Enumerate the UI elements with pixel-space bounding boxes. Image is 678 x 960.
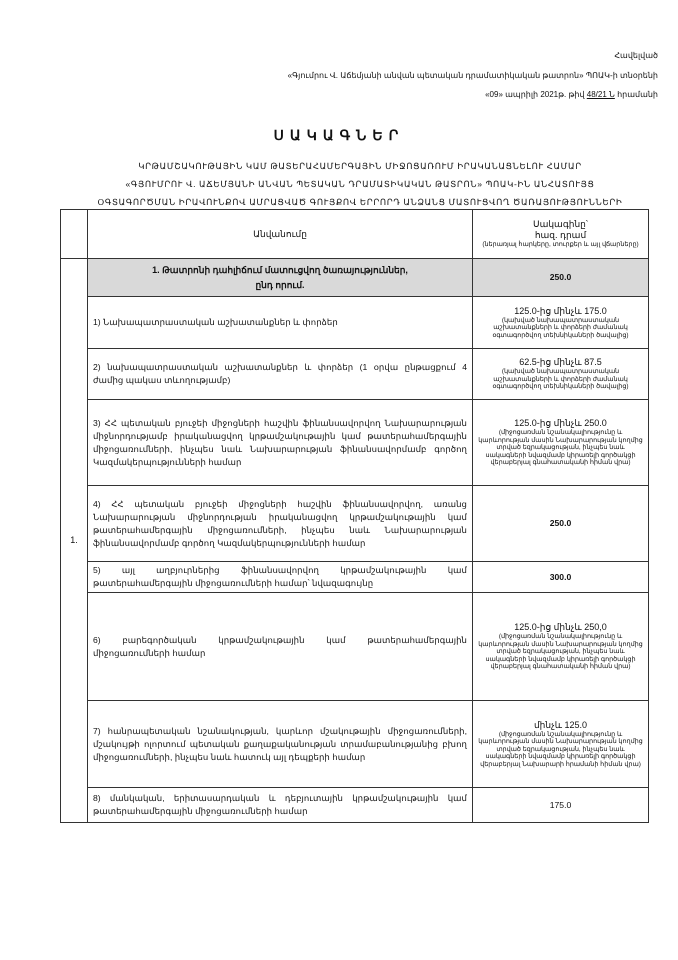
table-row <box>61 562 649 593</box>
approval-date: «09» ապրիլի 2021թ. թիվ <box>485 90 585 99</box>
table-row <box>61 297 649 349</box>
table-row <box>61 349 649 400</box>
section-title <box>88 259 473 297</box>
section-price: 250.0 <box>473 259 649 297</box>
approval-block <box>288 46 658 105</box>
table-header-row <box>61 210 649 259</box>
row-7-name: 7) հանրապետական նշանակության, կարևոր մշակութային միջոցառումների, մշակույթի ոլորտում պետական քաղաքականության տրամաբանությանից բխող միջոցառումների, ինչպես նաև հատուկ այլ դեպքերի համար <box>88 701 473 788</box>
subtitle-line-1: ԿՐԹԱՄՇԱԿՈՒԹԱՅԻՆ ԿԱՄ ԹԱՏԵՐԱՀԱՄԵՐԳԱՅԻՆ ՄԻՋՈՑԱՌՈՒՄ ԻՐԱԿԱՆԱՑՆԵԼՈՒ ՀԱՄԱՐ <box>138 161 582 171</box>
row-2-name: 2) նախապատրաստական աշխատանքներ և փորձեր (1 օրվա ընթացքում 4 ժամից պակաս տևողությամբ) <box>88 349 473 400</box>
row-3-price <box>473 400 649 486</box>
document-subtitle <box>60 157 660 211</box>
section-title-line-2: ընդ որում. <box>255 279 305 290</box>
subtitle-line-3: ՕԳՏԱԳՈՐԾՄԱՆ ԻՐԱՎՈՒՆՔՈՎ ԱՄՐԱՑՎԱԾ ԳՈՒՅՔՈՎ ԵՐՐՈՐԴ ԱՆՁԱՆՑ ՄԱՏՈՒՑՎՈՂ ԾԱՌԱՅՈՒԹՅՈՒՆՆԵՐԻ <box>97 197 623 207</box>
row-1-price <box>473 297 649 349</box>
row-1-price-note: (կախված նախապատրաստական աշխատանքների և փորձերի ժամանակ օգտագործվող տեխնիկաների ծավալից) <box>492 316 629 339</box>
order-number: 48/21 Ն <box>586 90 615 99</box>
header-num-cell <box>61 210 88 259</box>
row-1-name: 1) Նախապատրաստական աշխատանքներ և փորձեր <box>88 297 473 349</box>
row-2-price-value: 62.5-ից մինչև 87.5 <box>519 357 602 368</box>
row-5-name: 5) այլ աղբյուրներից ֆինանսավորվող կրթամշակութային կամ թատերահամերգային միջոցառումների համար՝ նվազագույնը <box>88 562 473 593</box>
row-8-name: 8) մանկական, երիտասարդական և դեբյուտային կրթամշակութային կամ թատերահամերգային միջոցառումների համար <box>88 788 473 823</box>
row-4-name: 4) ՀՀ պետական բյուջեի միջոցների հաշվին ֆինանսավորվող, առանց Նախարարության միջնորդության իրականացվող կրթամշակութային կամ թատերահամերգային միջոցառումների, ինչպես նաև Նախարարության ֆինանսավորմամբ գործող Կազմակերպությունների համար <box>88 486 473 562</box>
subtitle-line-2: «ԳՅՈՒՄՐՈՒ Վ. ԱՃԵՄՅԱՆԻ ԱՆՎԱՆ ՊԵՏԱԿԱՆ ԴՐԱՄԱՏԻԿԱԿԱՆ ԹԱՏՐՈՆ» ՊՈԱԿ-ԻՆ ԱՆՀԱՏՈՒՅՑ <box>125 179 595 189</box>
row-3-name: 3) ՀՀ պետական բյուջեի միջոցների հաշվին ֆինանսավորվող Նախարարության միջնորդությամբ իրականացվող կրթամշակութային կամ թատերահամերգային միջոցառումների, ինչպես նաև Նախարարության ֆինանսավորմամբ գործող Կազմակերպությունների համար <box>88 400 473 486</box>
table-row <box>61 400 649 486</box>
table-row <box>61 486 649 562</box>
row-1-price-value: 125.0-ից մինչև 175.0 <box>514 305 607 316</box>
row-5-price: 300.0 <box>473 562 649 593</box>
row-8-price: 175.0 <box>473 788 649 823</box>
row-3-price-note: (միջոցառման նշանակալիությունը և կարևորության մասին Նախարարության կողմից տրված եզրակացության, ինչպես նաև սակագների նվազմամբ կիրառելի գործակցի վերաբերյալ գնահատականի հիման վրա) <box>478 429 643 467</box>
document-title: ՍԱԿԱԳՆԵՐ <box>273 127 405 143</box>
row-7-price-value: մինչև 125.0 <box>533 719 588 730</box>
header-price-line-1: Սակագինը՝ <box>533 219 588 230</box>
row-3-price-value: 125.0-ից մինչև 250.0 <box>514 418 607 429</box>
row-2-price-note: (կախված նախապատրաստական աշխատանքների և փորձերի ժամանակ օգտագործվող տեխնիկաների ծավալից) <box>492 368 629 391</box>
tariff-table <box>60 209 649 823</box>
header-price-line-2: հազ. դրամ <box>534 230 587 241</box>
section-row <box>61 259 649 297</box>
row-6-price-note: (միջոցառման նշանակալիությունը և կարևորության մասին Նախարարության կողմից տրված եզրակացության, ինչպես նաև սակագների նվազմամբ կիրառելի գործակցի վերաբերյալ գնահատականի հիման վրա) <box>478 633 643 671</box>
table-row <box>61 701 649 788</box>
row-4-price: 250.0 <box>473 486 649 562</box>
approval-suffix: հրամանի <box>617 90 658 99</box>
row-6-name: 6) բարեգործական կրթամշակութային կամ թատերահամերգային միջոցառումների համար <box>88 593 473 701</box>
approval-line-3 <box>288 85 658 105</box>
header-price-note: (ներառյալ հարկերը, տուրքեր և այլ վճարները) <box>482 241 639 249</box>
row-7-price <box>473 701 649 788</box>
approval-line-2: «Գյումրու Վ. Աճեմյանի անվան պետական դրամատիկական թատրոն» ՊՈԱԿ-ի տնօրենի <box>287 70 658 80</box>
header-name: Անվանումը <box>88 210 473 259</box>
approval-line-1: Հավելված <box>614 51 658 60</box>
row-number: 1. <box>61 259 88 823</box>
row-6-price-value: 125.0-ից մինչև 250,0 <box>514 622 607 633</box>
row-6-price <box>473 593 649 701</box>
section-title-line-1: 1. Թատրոնի դահլիճում մատուցվող ծառայություններ, <box>152 264 408 275</box>
table-row <box>61 788 649 823</box>
row-2-price <box>473 349 649 400</box>
table-row <box>61 593 649 701</box>
row-7-price-note: (միջոցառման նշանակալիությունը և կարևորության մասին Նախարարության կողմից տրված եզրակացության, ինչպես նաև սակագների նվազմամբ կիրառելի գործակցի վերաբերյալ Նախարարի հրամանի հիման վրա) <box>478 730 643 768</box>
header-price <box>473 210 649 259</box>
